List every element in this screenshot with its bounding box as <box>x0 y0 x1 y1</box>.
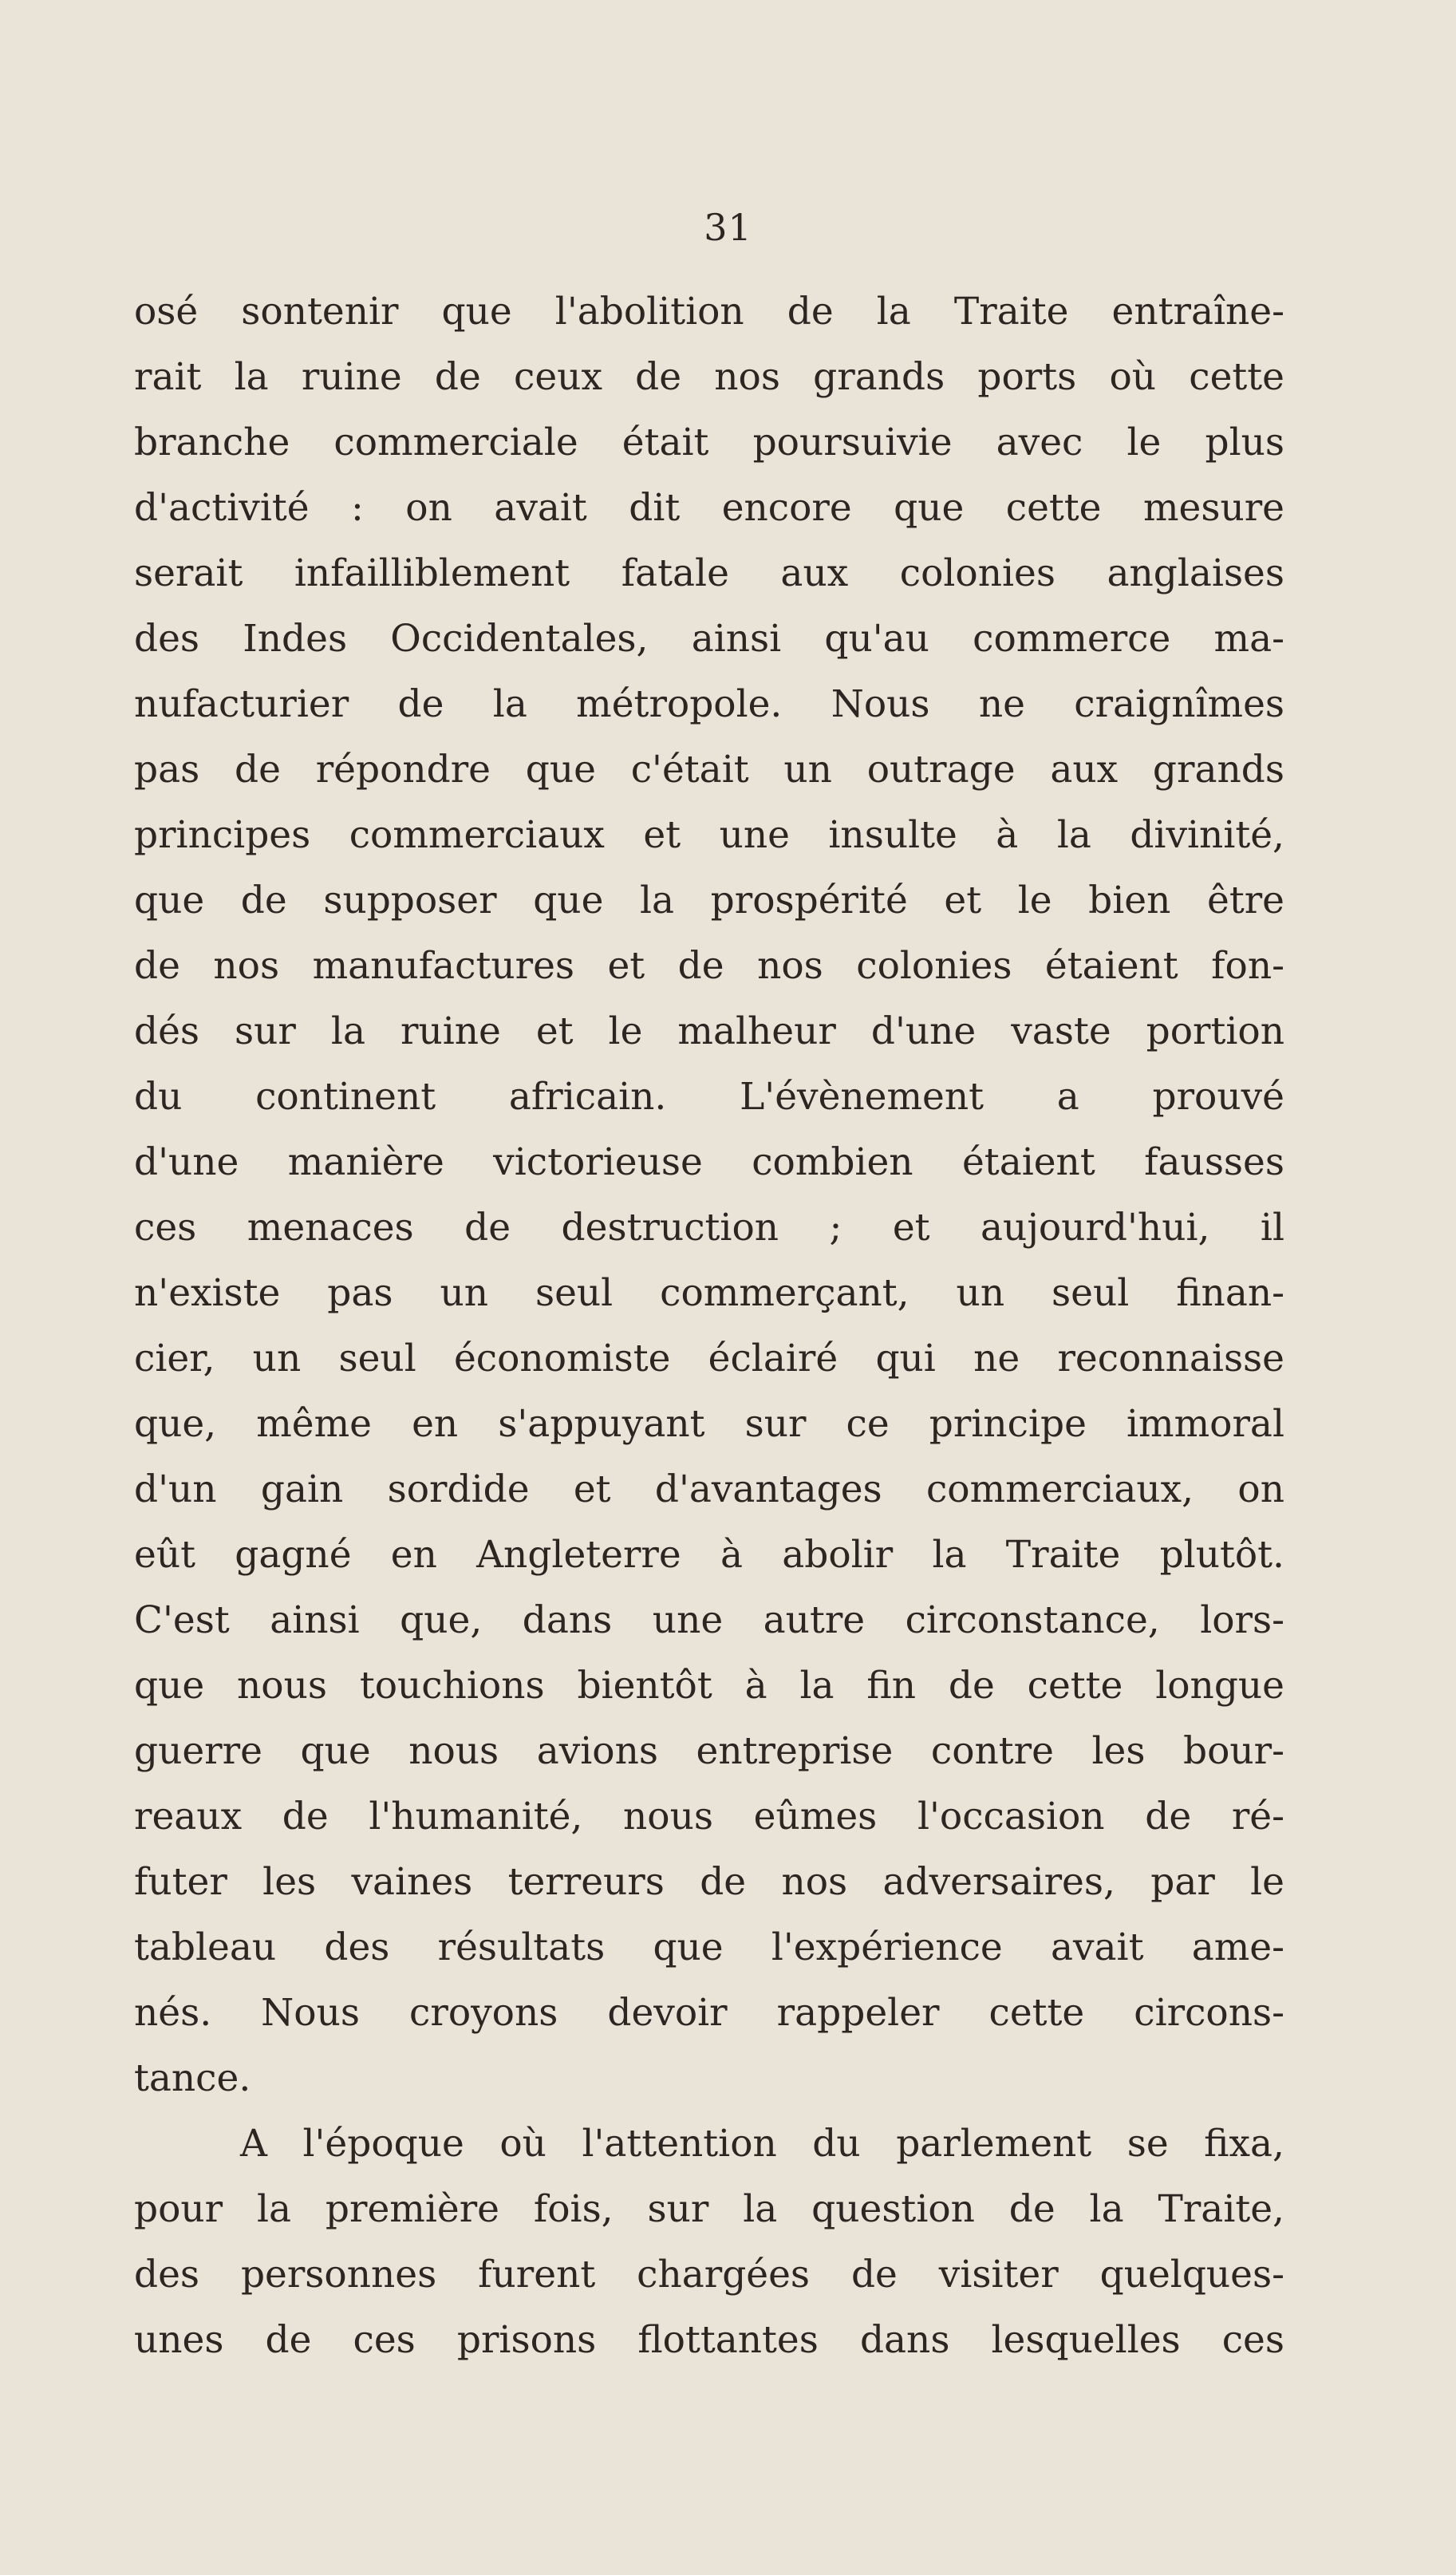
text-line: tableau des résultats que l'expérience avait ame- <box>134 1925 1284 1969</box>
text-line: d'activité : on avait dit encore que cette mesure <box>134 486 1284 530</box>
text-line: serait infailliblement fatale aux colonies anglaises <box>134 551 1284 595</box>
text-line: principes commerciaux et une insulte à la divinité, <box>134 813 1284 857</box>
text-line: cier, un seul économiste éclairé qui ne reconnaisse <box>134 1337 1284 1380</box>
text-line: rait la ruine de ceux de nos grands ports où cette <box>134 355 1284 399</box>
text-line: branche commerciale était poursuivie avec le plus <box>134 421 1284 464</box>
text-line: que, même en s'appuyant sur ce principe immoral <box>134 1402 1284 1446</box>
text-line: n'existe pas un seul commerçant, un seul finan- <box>134 1271 1284 1315</box>
text-line: pas de répondre que c'était un outrage aux grands <box>134 748 1284 792</box>
text-line: d'une manière victorieuse combien étaient fausses <box>134 1140 1284 1184</box>
text-line: du continent africain. L'évènement a prouvé <box>134 1075 1284 1119</box>
text-line: nufacturier de la métropole. Nous ne craignîmes <box>134 682 1284 726</box>
text-line: unes de ces prisons flottantes dans lesquelles ces <box>134 2318 1284 2362</box>
text-line: des Indes Occidentales, ainsi qu'au commerce ma- <box>134 617 1284 661</box>
text-line: futer les vaines terreurs de nos adversaires, par le <box>134 1860 1284 1904</box>
text-line: nés. Nous croyons devoir rappeler cette circons- <box>134 1991 1284 2035</box>
text-line: de nos manufactures et de nos colonies étaient fon- <box>134 944 1284 988</box>
text-line: pour la première fois, sur la question de la Traite, <box>134 2187 1284 2231</box>
text-line: tance. <box>134 2056 251 2100</box>
text-line: reaux de l'humanité, nous eûmes l'occasion de ré- <box>134 1795 1284 1838</box>
text-line: osé sontenir que l'abolition de la Traite entraîne- <box>134 290 1284 334</box>
text-line: ces menaces de destruction ; et aujourd'hui, il <box>134 1206 1284 1250</box>
text-line: d'un gain sordide et d'avantages commerciaux, on <box>134 1467 1284 1511</box>
text-line: C'est ainsi que, dans une autre circonstance, lors- <box>134 1598 1284 1642</box>
text-line: A l'époque où l'attention du parlement se fixa, <box>240 2122 1284 2166</box>
page-number: 31 <box>704 206 752 249</box>
text-line: dés sur la ruine et le malheur d'une vaste portion <box>134 1009 1284 1053</box>
text-line: des personnes furent chargées de visiter quelques- <box>134 2253 1284 2297</box>
text-line: eût gagné en Angleterre à abolir la Traite plutôt. <box>134 1533 1284 1577</box>
text-line: que de supposer que la prospérité et le bien être <box>134 879 1284 922</box>
text-line: que nous touchions bientôt à la fin de cette longue <box>134 1664 1284 1708</box>
text-line: guerre que nous avions entreprise contre les bour- <box>134 1729 1284 1773</box>
body-text <box>134 279 1284 2373</box>
